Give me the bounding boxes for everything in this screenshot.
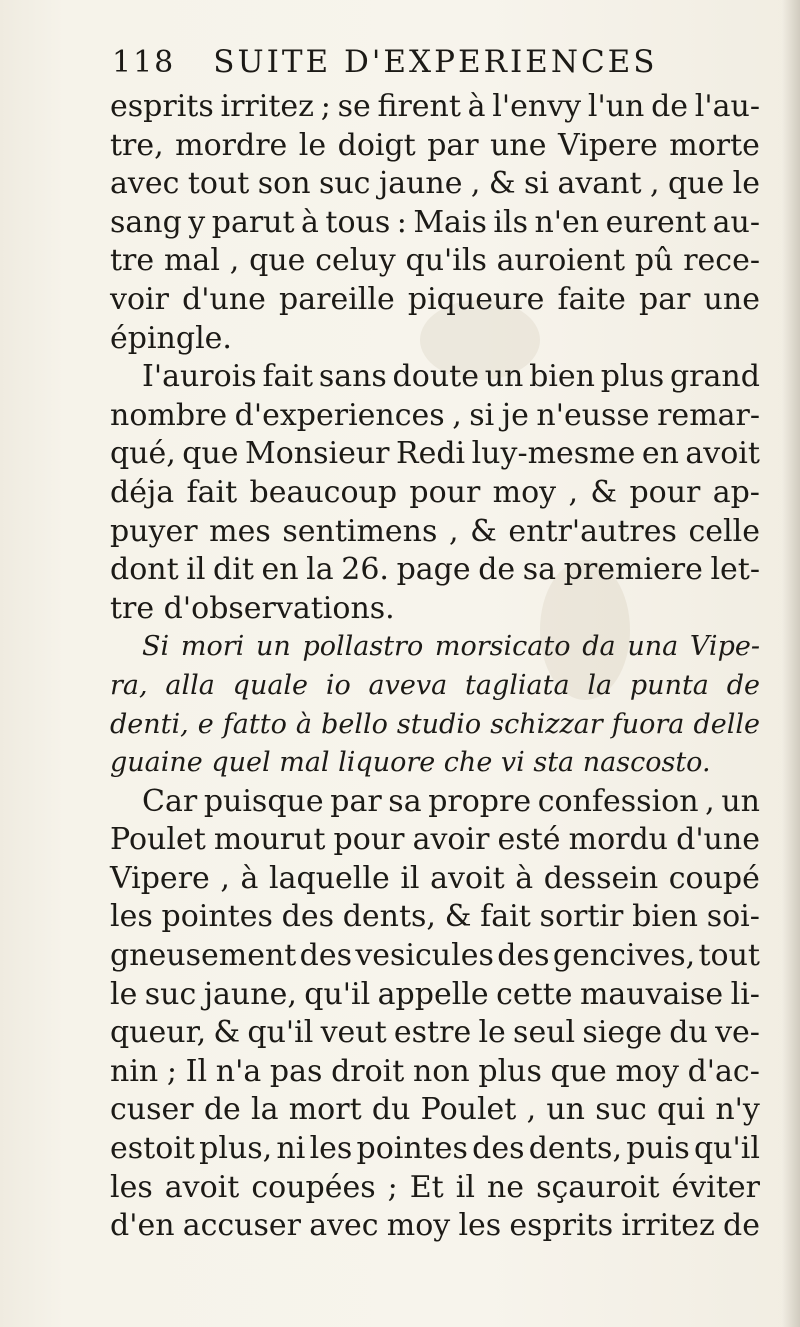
text-line: nin ; Il n'a pas droit non plus que moy d'ac-: [110, 1053, 760, 1089]
page-header: [112, 44, 712, 94]
text-line: tre mal , que celuy qu'ils auroient pû rece-: [110, 243, 760, 279]
text-line: qué, que Monsieur Redi luy-mesme en avoit: [110, 436, 760, 472]
text-line: guaine quel mal liquore che vi sta nascosto.: [110, 747, 711, 779]
text-line: déja fait beaucoup pour moy , & pour ap-: [110, 474, 760, 510]
body-text: [110, 88, 760, 1246]
text-line: Poulet mourut pour avoir esté mordu d'une: [110, 822, 760, 858]
text-line: queur, & qu'il veut estre le seul siege du ve-: [110, 1015, 760, 1051]
text-line: tre d'observations.: [110, 590, 395, 626]
text-line: voir d'une pareille piqueure faite par une: [110, 281, 760, 317]
text-line: puyer mes sentimens , & entr'autres celle: [110, 513, 760, 549]
text-line: I'aurois fait sans doute un bien plus grand: [142, 359, 760, 395]
text-line: les pointes des dents, & fait sortir bien soi-: [110, 899, 760, 935]
text-line: estoit plus, ni les pointes des dents, puis qu'il: [110, 1131, 760, 1167]
page-edge-shadow: [782, 0, 800, 1327]
text-line: gneusement des vesicules des gencives, tout: [110, 938, 760, 974]
text-line: Car puisque par sa propre confession , un: [142, 783, 760, 819]
text-line: Vipere , à laquelle il avoit à dessein coupé: [110, 860, 760, 896]
text-line: Si mori un pollastro morsicato da una Vipe-: [142, 631, 760, 663]
text-line: les avoit coupées ; Et il ne sçauroit éviter: [110, 1169, 760, 1205]
text-line: denti, e fatto à bello studio schizzar fuora delle: [110, 708, 760, 740]
text-line: le suc jaune, qu'il appelle cette mauvaise li-: [110, 976, 760, 1012]
text-line: cuser de la mort du Poulet , un suc qui n'y: [110, 1092, 760, 1128]
text-line: d'en accuser avec moy les esprits irritez de: [110, 1208, 760, 1244]
text-line: tre, mordre le doigt par une Vipere morte: [110, 127, 760, 163]
text-line: dont il dit en la 26. page de sa premiere let-: [110, 552, 760, 588]
text-line: nombre d'experiences , si je n'eusse remar-: [110, 397, 760, 433]
text-line: sang y parut à tous : Mais ils n'en eurent au-: [110, 204, 760, 240]
text-line: ra, alla quale io aveva tagliata la punta de: [110, 669, 760, 701]
page-number: 118: [112, 45, 176, 80]
text-line: épingle.: [110, 320, 232, 356]
text-line: esprits irritez ; se firent à l'envy l'un de l'au-: [110, 89, 760, 124]
text-line: avec tout son suc jaune , & si avant , que le: [110, 166, 760, 202]
running-head: SUITE D'EXPERIENCES: [213, 44, 658, 80]
